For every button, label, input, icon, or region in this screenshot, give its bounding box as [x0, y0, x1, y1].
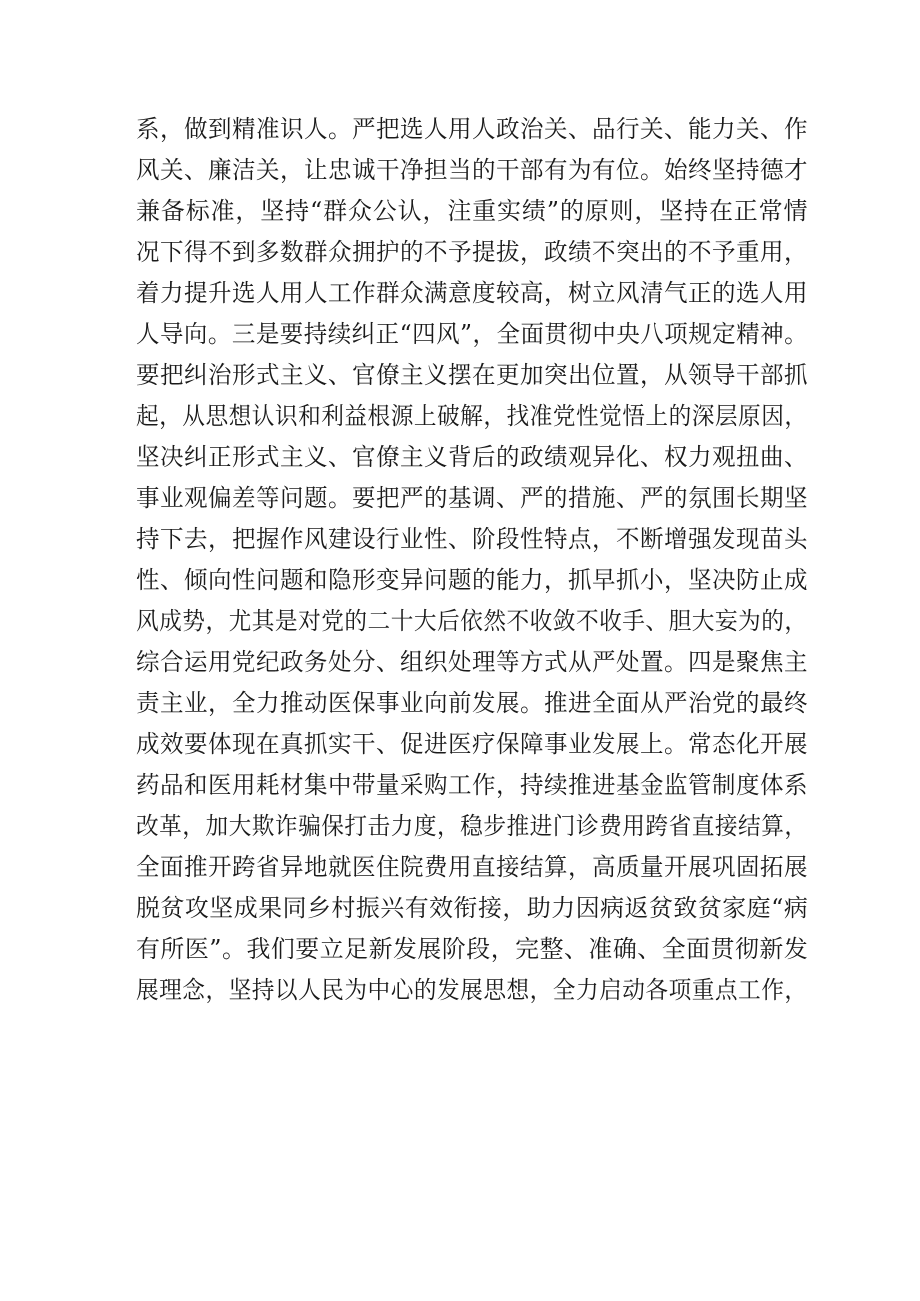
text-line-20: 脱贫攻坚成果同乡村振兴有效衔接，助力因病返贫致贫家庭“病: [136, 894, 809, 922]
text-line-2: 风关、廉洁关，让忠诚干净担当的干部有为有位。始终坚持德才: [136, 156, 808, 184]
text-line-13: 风成势，尤其是对党的二十大后依然不收敛不收手、胆大妄为的，: [136, 607, 808, 635]
text-line-1: 系，做到精准识人。严把选人用人政治关、品行关、能力关、作: [136, 115, 808, 143]
text-line-11: 持下去，把握作风建设行业性、阶段性特点，不断增强发现苗头: [136, 525, 808, 553]
text-line-10: 事业观偏差等问题。要把严的基调、严的措施、严的氛围长期坚: [136, 484, 808, 512]
text-line-12: 性、倾向性问题和隐形变异问题的能力，抓早抓小，坚决防止成: [136, 566, 808, 594]
text-line-9: 坚决纠正形式主义、官僚主义背后的政绩观异化、权力观扭曲、: [136, 443, 808, 471]
text-line-5: 着力提升选人用人工作群众满意度较高，树立风清气正的选人用: [136, 279, 808, 307]
text-line-4: 况下得不到多数群众拥护的不予提拔，政绩不突出的不予重用，: [136, 238, 808, 266]
text-line-15: 责主业，全力推动医保事业向前发展。推进全面从严治党的最终: [136, 689, 808, 717]
text-line-8: 起，从思想认识和利益根源上破解，找准党性觉悟上的深层原因，: [136, 402, 808, 430]
text-line-6: 人导向。三是要持续纠正“四风”，全面贯彻中央八项规定精神。: [136, 320, 809, 348]
text-line-22: 展理念，坚持以人民为中心的发展思想，全力启动各项重点工作，: [136, 976, 808, 1004]
text-line-21: 有所医”。我们要立足新发展阶段，完整、准确、全面贯彻新发: [136, 935, 809, 963]
text-line-14: 综合运用党纪政务处分、组织处理等方式从严处置。四是聚焦主: [136, 648, 808, 676]
body-paragraph: [136, 109, 808, 1011]
text-line-3: 兼备标准，坚持“群众公认，注重实绩”的原则，坚持在正常情: [136, 197, 808, 225]
text-line-7: 要把纠治形式主义、官僚主义摆在更加突出位置，从领导干部抓: [136, 361, 808, 389]
text-line-16: 成效要体现在真抓实干、促进医疗保障事业发展上。常态化开展: [136, 730, 808, 758]
text-line-19: 全面推开跨省异地就医住院费用直接结算，高质量开展巩固拓展: [136, 853, 808, 881]
text-line-17: 药品和医用耗材集中带量采购工作，持续推进基金监管制度体系: [136, 771, 808, 799]
text-line-18: 改革，加大欺诈骗保打击力度，稳步推进门诊费用跨省直接结算，: [136, 812, 808, 840]
